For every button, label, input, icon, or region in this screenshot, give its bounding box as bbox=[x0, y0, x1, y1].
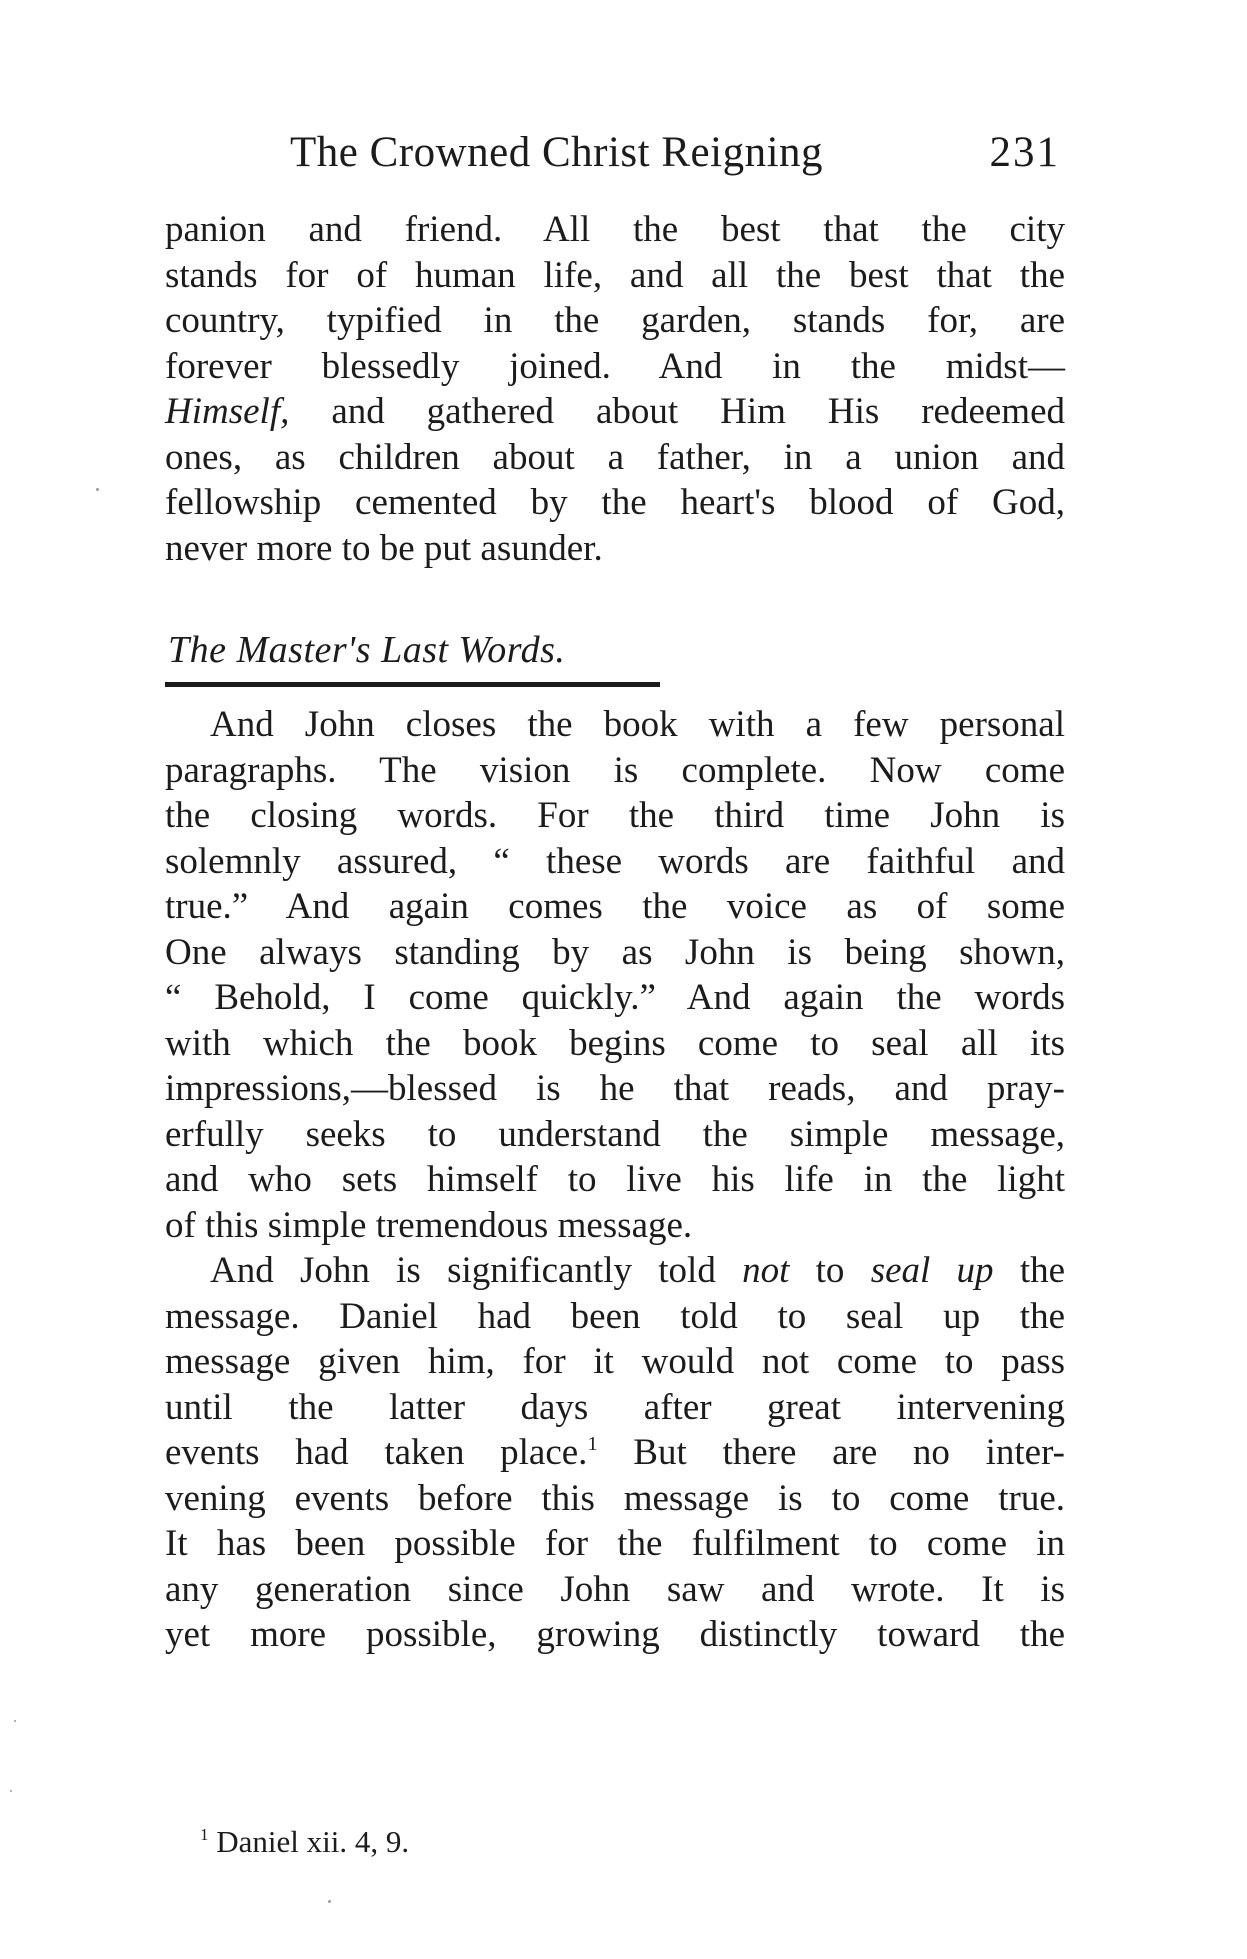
text-line: One always standing by as John is being shown, bbox=[165, 931, 1065, 973]
text-line: impressions,—blessed is he that reads, and pray- bbox=[165, 1068, 1065, 1109]
text-line: solemnly assured, “ these words are faithful and bbox=[165, 840, 1065, 882]
text-line: and who sets himself to live his life in the light bbox=[165, 1159, 1065, 1200]
paragraph-closing-words bbox=[165, 702, 1065, 1248]
text-line: erfully seeks to understand the simple message, bbox=[165, 1113, 1065, 1155]
footnote bbox=[200, 1824, 409, 1860]
paper-speck bbox=[10, 1790, 12, 1792]
text-line: stands for of human life, and all the best that the bbox=[165, 254, 1065, 296]
text-line: message. Daniel had been told to seal up the bbox=[165, 1295, 1065, 1337]
running-title: The Crowned Christ Reigning bbox=[290, 129, 824, 176]
footnote-marker: 1 bbox=[200, 1825, 209, 1845]
text-line bbox=[165, 1248, 1065, 1294]
italic-phrase: seal up bbox=[870, 1250, 994, 1291]
text-line: country, typified in the garden, stands for, are bbox=[165, 300, 1065, 341]
paper-speck bbox=[14, 1720, 16, 1722]
text-line: vening events before this message is to come true. bbox=[165, 1477, 1065, 1519]
text-fragment: to bbox=[815, 1250, 845, 1291]
page-number: 231 bbox=[989, 129, 1060, 176]
text-line: panion and friend. All the best that the city bbox=[165, 209, 1065, 250]
text-line bbox=[165, 1430, 1065, 1476]
text-line: of this simple tremendous message. bbox=[165, 1204, 693, 1246]
paragraph-seal-up bbox=[165, 1248, 1065, 1658]
italic-word: Himself, bbox=[165, 391, 290, 432]
paragraph-continuation bbox=[165, 207, 1065, 571]
italic-word: not bbox=[742, 1250, 790, 1291]
text-fragment: And John is significantly told bbox=[210, 1250, 716, 1291]
text-line: And John closes the book with a few personal bbox=[210, 704, 1065, 745]
text-line: yet more possible, growing distinctly toward the bbox=[165, 1614, 1065, 1655]
text-line: until the latter days after great intervening bbox=[165, 1386, 1065, 1428]
text-fragment: the bbox=[1019, 1250, 1066, 1291]
text-line: ones, as children about a father, in a union and bbox=[165, 436, 1065, 478]
footnote-reference: 1 bbox=[587, 1432, 598, 1455]
text-line: the closing words. For the third time John is bbox=[165, 795, 1065, 836]
text-fragment: and gathered about Him His redeemed bbox=[331, 391, 1066, 432]
text-line: message given him, for it would not come to pass bbox=[165, 1341, 1065, 1382]
heading-underline bbox=[165, 682, 660, 687]
paper-speck bbox=[328, 1900, 331, 1903]
text-line: never more to be put asunder. bbox=[165, 527, 603, 569]
text-line: paragraphs. The vision is complete. Now come bbox=[165, 749, 1065, 791]
text-line: forever blessedly joined. And in the midst— bbox=[165, 345, 1065, 387]
text-line bbox=[165, 389, 1065, 435]
text-line: It has been possible for the fulfilment to come in bbox=[165, 1523, 1065, 1564]
running-head bbox=[280, 128, 1060, 188]
section-heading: The Master's Last Words. bbox=[168, 629, 566, 671]
text-line: any generation since John saw and wrote. It is bbox=[165, 1568, 1065, 1610]
text-line: “ Behold, I come quickly.” And again the words bbox=[165, 977, 1065, 1018]
text-fragment: But there are no inter- bbox=[597, 1432, 1065, 1473]
text-line: with which the book begins come to seal all its bbox=[165, 1022, 1065, 1064]
text-line: true.” And again comes the voice as of some bbox=[165, 886, 1065, 927]
footnote-text: Daniel xii. 4, 9. bbox=[216, 1824, 410, 1859]
paper-speck bbox=[96, 488, 99, 491]
text-line: fellowship cemented by the heart's blood of God, bbox=[165, 482, 1065, 523]
text-fragment: events had taken place. bbox=[165, 1432, 588, 1473]
